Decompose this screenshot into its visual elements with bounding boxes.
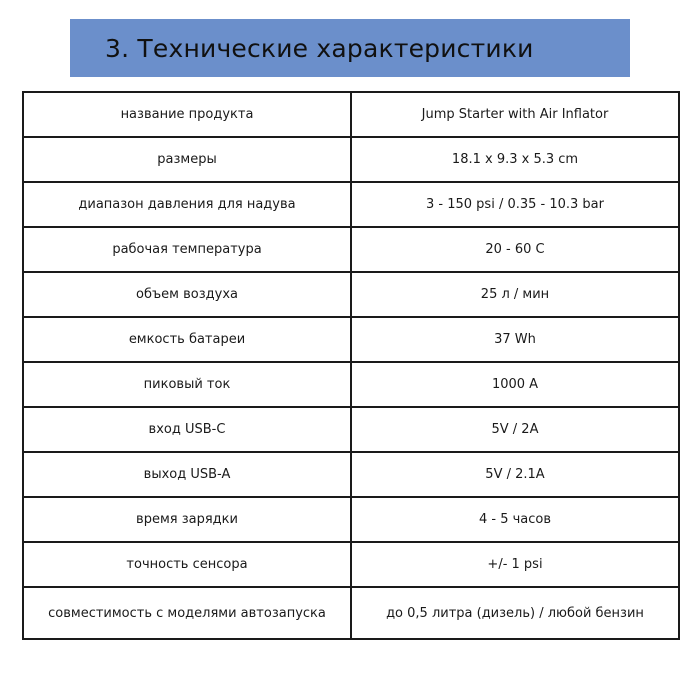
spec-value: 25 л / мин bbox=[351, 272, 679, 317]
table-row bbox=[23, 317, 679, 362]
spec-name: емкость батареи bbox=[23, 317, 351, 362]
spec-value: 5V / 2.1A bbox=[351, 452, 679, 497]
spec-value: 18.1 x 9.3 x 5.3 cm bbox=[351, 137, 679, 182]
spec-name: диапазон давления для надува bbox=[23, 182, 351, 227]
spec-value: до 0,5 литра (дизель) / любой бензин bbox=[351, 587, 679, 639]
spec-value: 1000 A bbox=[351, 362, 679, 407]
spec-name: размеры bbox=[23, 137, 351, 182]
spec-name: название продукта bbox=[23, 92, 351, 137]
spec-value: 4 - 5 часов bbox=[351, 497, 679, 542]
table-row bbox=[23, 497, 679, 542]
table-row bbox=[23, 182, 679, 227]
spec-name: время зарядки bbox=[23, 497, 351, 542]
table-row bbox=[23, 272, 679, 317]
table-row bbox=[23, 92, 679, 137]
table-row bbox=[23, 542, 679, 587]
spec-value: 37 Wh bbox=[351, 317, 679, 362]
spec-name: объем воздуха bbox=[23, 272, 351, 317]
spec-name: выход USB-A bbox=[23, 452, 351, 497]
spec-value: 3 - 150 psi / 0.35 - 10.3 bar bbox=[351, 182, 679, 227]
table-row bbox=[23, 362, 679, 407]
spec-name: вход USB-C bbox=[23, 407, 351, 452]
spec-name: рабочая температура bbox=[23, 227, 351, 272]
table-row bbox=[23, 587, 679, 639]
spec-value: 5V / 2A bbox=[351, 407, 679, 452]
spec-name: совместимость с моделями автозапуска bbox=[23, 587, 351, 639]
spec-value: +/- 1 psi bbox=[351, 542, 679, 587]
table-row bbox=[23, 137, 679, 182]
table-row bbox=[23, 227, 679, 272]
spec-name: точность сенсора bbox=[23, 542, 351, 587]
section-title: 3. Технические характеристики bbox=[105, 33, 534, 63]
table-row bbox=[23, 407, 679, 452]
spec-name: пиковый ток bbox=[23, 362, 351, 407]
spec-value: 20 - 60 C bbox=[351, 227, 679, 272]
specifications-table bbox=[22, 91, 680, 640]
section-title-banner bbox=[70, 19, 630, 77]
table-row bbox=[23, 452, 679, 497]
spec-value: Jump Starter with Air Inflator bbox=[351, 92, 679, 137]
